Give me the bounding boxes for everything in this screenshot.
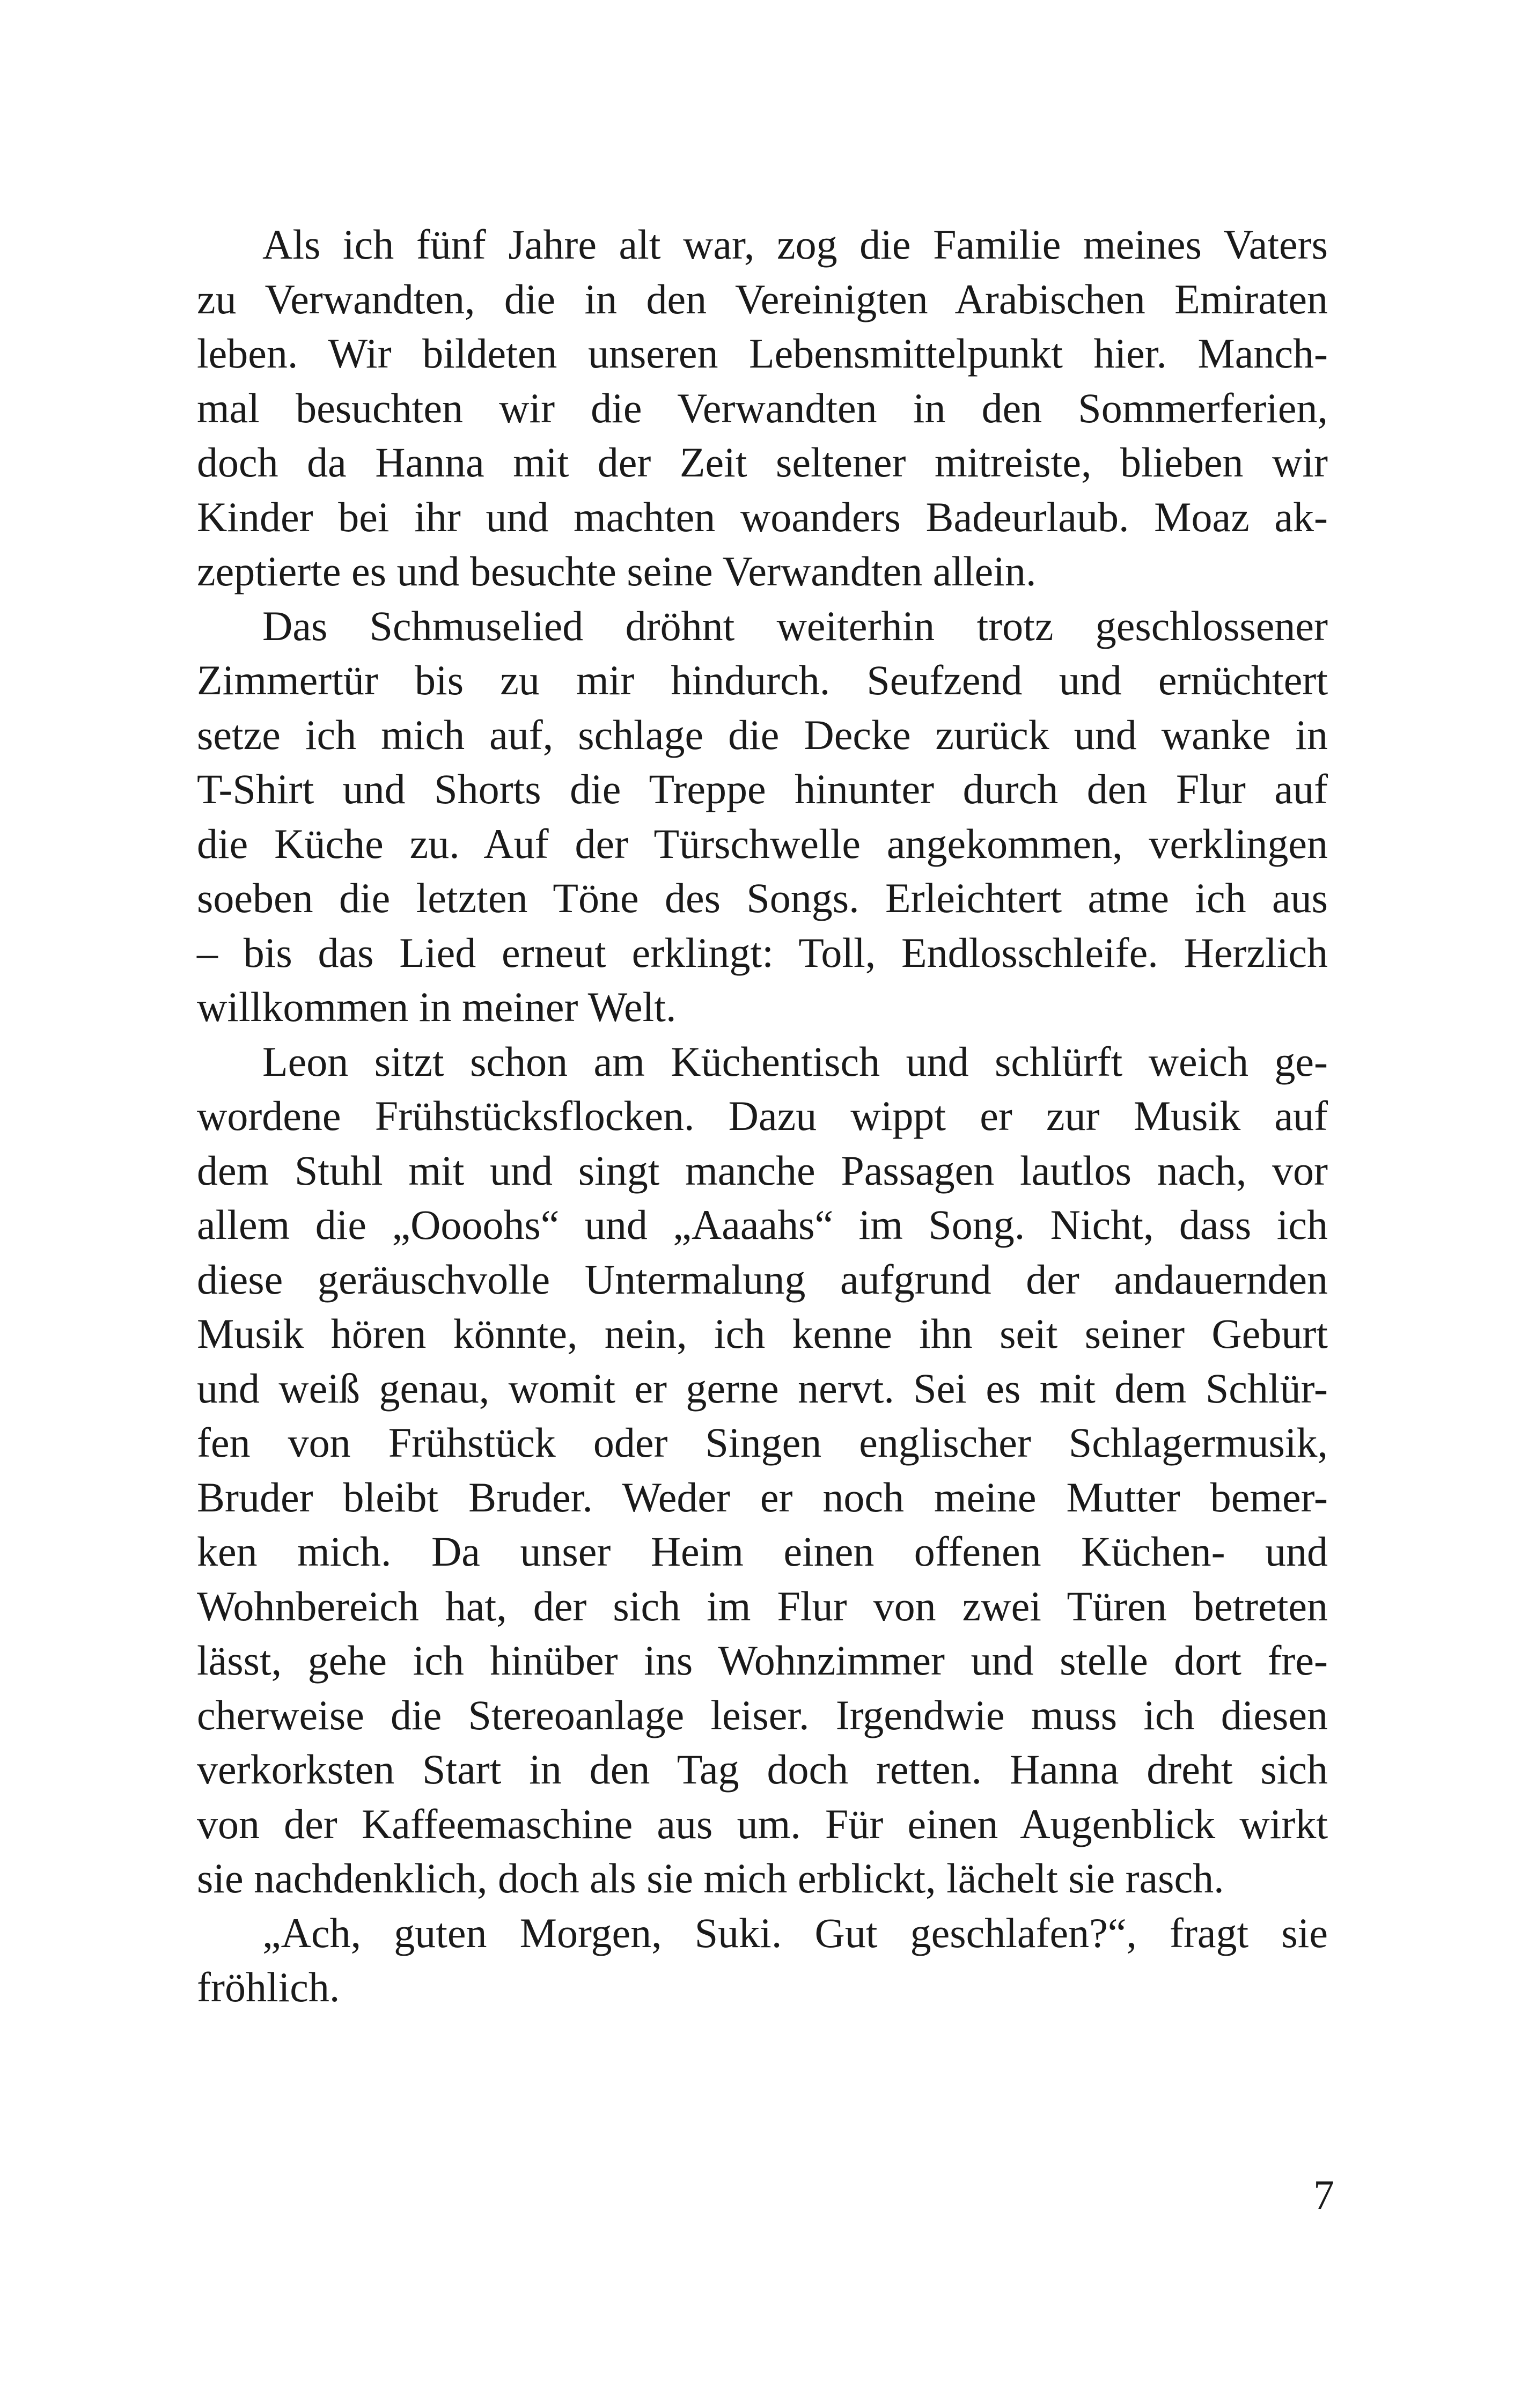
text-line: ken mich. Da unser Heim einen offenen Küchen- und: [197, 1528, 1328, 1575]
text-line: mal besuchten wir die Verwandten in den Sommerferien,: [197, 384, 1328, 431]
paragraph: [197, 1906, 1328, 2015]
text-line: Bruder bleibt Bruder. Weder er noch meine Mutter bemer-: [197, 1473, 1328, 1521]
text-line: zu Verwandten, die in den Vereinigten Arabischen Emiraten: [197, 275, 1328, 322]
text-line: T-Shirt und Shorts die Treppe hinunter durch den Flur auf: [197, 766, 1328, 812]
paragraph: [197, 1034, 1328, 1906]
text-line: allem die „Oooohs“ und „Aaaahs“ im Song. Nicht, dass ich: [197, 1201, 1328, 1248]
paragraph: [197, 217, 1328, 599]
text-line: Musik hören könnte, nein, ich kenne ihn seit seiner Geburt: [197, 1310, 1328, 1357]
text-line: setze ich mich auf, schlage die Decke zurück und wanke in: [197, 711, 1328, 758]
text-line: sie nachdenklich, doch als sie mich erblickt, lächelt sie rasch.: [197, 1855, 1224, 1902]
text-line: diese geräuschvolle Untermalung aufgrund der andauernden: [197, 1256, 1328, 1303]
text-line: von der Kaffeemaschine aus um. Für einen Augenblick wirkt: [197, 1800, 1328, 1847]
text-line: – bis das Lied erneut erklingt: Toll, Endlosschleife. Herzlich: [197, 929, 1328, 976]
text-line: fröhlich.: [197, 1964, 340, 2010]
text-line: soeben die letzten Töne des Songs. Erleichtert atme ich aus: [197, 875, 1328, 921]
text-line: Leon sitzt schon am Küchentisch und schlürft weich ge-: [262, 1038, 1328, 1085]
text-line: Als ich fünf Jahre alt war, zog die Familie meines Vaters: [262, 221, 1328, 268]
text-line: leben. Wir bildeten unseren Lebensmittelpunkt hier. Manch-: [197, 330, 1328, 377]
text-line: cherweise die Stereoanlage leiser. Irgendwie muss ich diesen: [197, 1691, 1328, 1738]
text-line: wordene Frühstücksflocken. Dazu wippt er zur Musik auf: [197, 1092, 1328, 1139]
page-number: 7: [1313, 2171, 1334, 2218]
text-line: „Ach, guten Morgen, Suki. Gut geschlafen?“, fragt sie: [262, 1909, 1328, 1956]
body-text: [197, 217, 1328, 2015]
text-line: und weiß genau, womit er gerne nervt. Sei es mit dem Schlür-: [197, 1364, 1328, 1412]
text-line: doch da Hanna mit der Zeit seltener mitreiste, blieben wir: [197, 439, 1328, 486]
text-line: willkommen in meiner Welt.: [197, 983, 677, 1030]
text-line: fen von Frühstück oder Singen englischer Schlagermusik,: [197, 1419, 1328, 1466]
text-line: verkorksten Start in den Tag doch retten. Hanna dreht sich: [197, 1746, 1328, 1793]
text-line: Wohnbereich hat, der sich im Flur von zwei Türen betreten: [197, 1582, 1328, 1629]
text-line: Zimmertür bis zu mir hindurch. Seufzend und ernüchtert: [197, 657, 1328, 703]
text-line: lässt, gehe ich hinüber ins Wohnzimmer und stelle dort fre-: [197, 1637, 1328, 1684]
text-line: Das Schmuselied dröhnt weiterhin trotz geschlossener: [262, 602, 1328, 649]
text-line: zeptierte es und besuchte seine Verwandten allein.: [197, 548, 1037, 594]
text-line: Kinder bei ihr und machten woanders Badeurlaub. Moaz ak-: [197, 493, 1328, 540]
paragraph: [197, 599, 1328, 1034]
text-line: dem Stuhl mit und singt manche Passagen lautlos nach, vor: [197, 1147, 1328, 1194]
text-line: die Küche zu. Auf der Türschwelle angekommen, verklingen: [197, 820, 1328, 867]
